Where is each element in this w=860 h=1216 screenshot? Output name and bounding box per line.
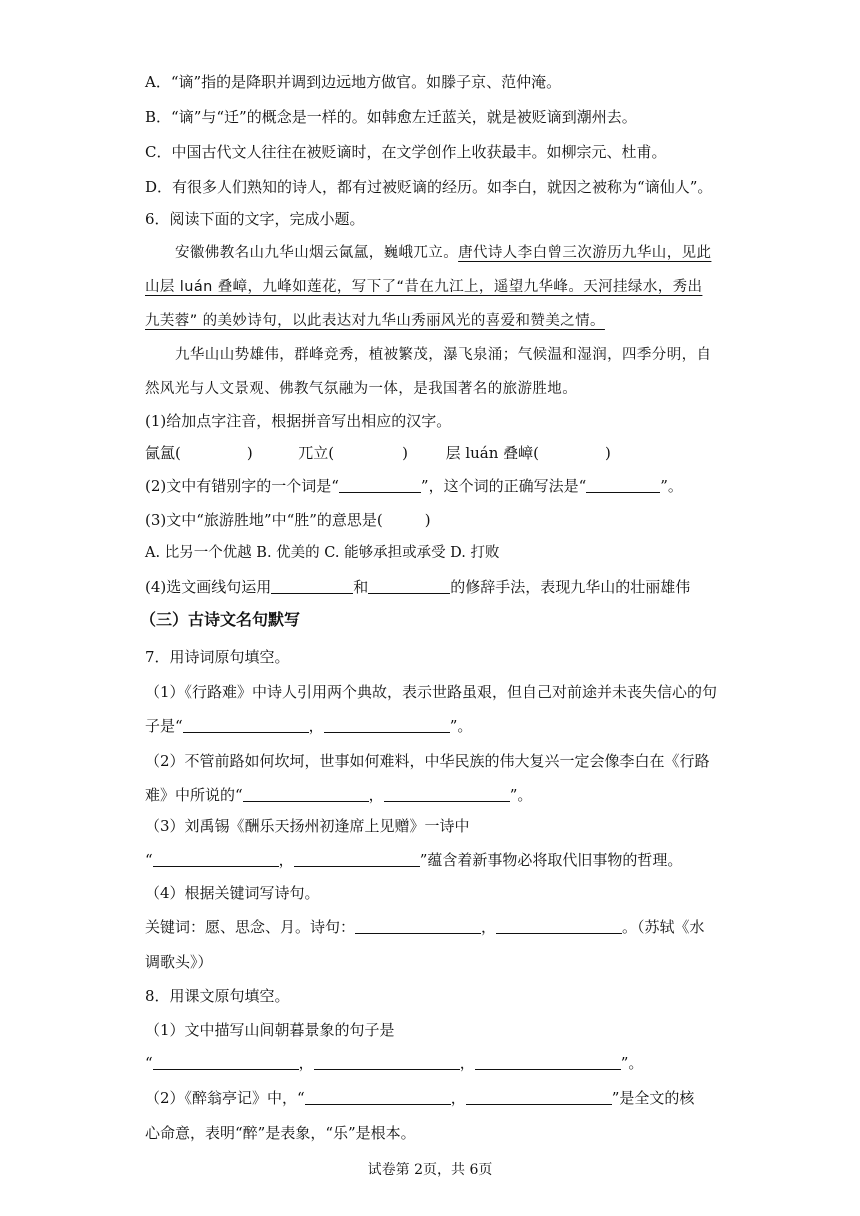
q7-heading: 7．用诗词原句填空。 <box>145 648 290 666</box>
paren-close: ) <box>424 511 431 529</box>
q7-item4-line1: （4）根据关键词写诗句。 <box>145 884 320 902</box>
q6-sub1: (1)给加点字注音，根据拼音写出相应的汉字。 <box>145 412 452 430</box>
section-heading: （三）古诗文名句默写 <box>140 610 301 629</box>
q7-item2-line1: （2）不管前路如何坎坷，世事如何难料，中华民族的伟大复兴一定会像李白在《行路 <box>145 752 710 770</box>
answer-blank[interactable] <box>153 1053 299 1070</box>
underlined-sentence: 山层 luán 叠嶂，九峰如莲花，写下了“昔在九江上，遥望九华峰。天河挂绿水，秀出 <box>145 279 703 295</box>
answer-blank[interactable] <box>294 850 420 867</box>
sub2-text: (2)文中有错别字的一个词是“ <box>145 477 339 495</box>
answer-blank[interactable] <box>243 785 369 802</box>
answer-blank[interactable] <box>475 1053 621 1070</box>
q8-item1-line2 <box>145 1052 725 1074</box>
paren-close: ) <box>605 444 611 462</box>
option-a: A．“谪”指的是降职并调到边远地方做官。如滕子京、范仲淹。 <box>145 73 562 91</box>
q8-text: ， <box>459 1054 475 1072</box>
q7-item2-line2 <box>145 784 725 806</box>
q6-sub2 <box>145 475 725 497</box>
answer-blank[interactable] <box>496 917 622 934</box>
option-b: B．“谪”与“迁”的概念是一样的。如韩愈左迁蓝关，就是被贬谪到潮州去。 <box>145 108 637 126</box>
answer-blank[interactable] <box>183 716 309 733</box>
answer-blank[interactable] <box>466 1088 612 1105</box>
q7-item4-line3: 调歌头》） <box>145 953 213 971</box>
q6-sub3-options: A. 比另一个优越 B. 优美的 C. 能够承担或承受 D. 打败 <box>145 545 500 561</box>
q7-item1-line1: （1）《行路难》中诗人引用两个典故，表示世路虽艰，但自己对前途并未丧失信心的句 <box>145 683 718 701</box>
q6-sub4 <box>145 576 725 598</box>
q8-text: ， <box>298 1054 314 1072</box>
q6-sub1-blanks <box>145 442 725 464</box>
answer-blank[interactable] <box>368 577 450 594</box>
q7-text: ”蕴含着新事物必将取代旧事物的哲理。 <box>419 851 683 869</box>
sub2-text: ”，这个词的正确写法是“ <box>420 477 587 495</box>
answer-blank[interactable] <box>314 1053 460 1070</box>
sub2-text: ”。 <box>660 477 683 495</box>
q6-passage2-line-2: 然风光与人文景观、佛教气氛融为一体，是我国著名的旅游胜地。 <box>145 381 578 397</box>
q7-text: 子是“ <box>145 717 183 735</box>
q6-heading: 6．阅读下面的文字，完成小题。 <box>145 210 365 228</box>
q7-text: ， <box>368 786 384 804</box>
q8-item2-line1 <box>145 1087 725 1109</box>
q7-item4-line2 <box>145 916 725 938</box>
q7-text: ”。 <box>509 786 533 804</box>
q7-text: 难》中所说的“ <box>145 786 243 804</box>
q7-item3-line1: （3）刘禹锡《酬乐天扬州初逢席上见赠》一诗中 <box>145 817 470 835</box>
blank-label: 兀立( <box>298 444 335 462</box>
answer-blank[interactable] <box>153 850 279 867</box>
answer-blank[interactable] <box>384 785 510 802</box>
q6-passage2-line-1: 九华山山势雄伟，群峰竞秀，植被繁茂，瀑飞泉涌；气候温和湿润，四季分明，自 <box>175 347 712 363</box>
q8-item1-line1: （1）文中描写山间朝暮景象的句子是 <box>145 1021 395 1039</box>
q8-text: （2）《醉翁亭记》中，“ <box>145 1089 305 1107</box>
sub4-text: (4)选文画线句运用 <box>145 578 272 596</box>
underlined-sentence: 九芙蓉” 的美妙诗句，以此表达对九华山秀丽风光的喜爱和赞美之情。 <box>145 313 605 329</box>
q7-text: ， <box>481 918 497 936</box>
q6-sub3 <box>145 509 725 531</box>
blank-label: 层 luán 叠嶂( <box>445 444 540 462</box>
q8-item2-line2: 心命意，表明“醉”是表象，“乐”是根本。 <box>145 1124 416 1142</box>
q8-text: ”。 <box>620 1054 644 1072</box>
q8-text: ， <box>450 1089 466 1107</box>
q7-item1-line2 <box>145 715 725 737</box>
option-d: D．有很多人们熟知的诗人，都有过被贬谪的经历。如李白，就因之被称为“谪仙人”。 <box>145 178 713 196</box>
q7-text: ， <box>308 717 324 735</box>
answer-blank[interactable] <box>305 1088 451 1105</box>
sub4-text: 和 <box>353 578 369 596</box>
underlined-sentence: 唐代诗人李白曾三次游历九华山，见此 <box>458 245 712 261</box>
q7-text: ， <box>278 851 294 869</box>
blank-label: 氤氲( <box>145 444 181 462</box>
answer-blank[interactable] <box>586 476 660 493</box>
q7-text: 。（苏轼《水 <box>622 918 705 936</box>
q8-text: ”是全文的核 <box>611 1089 695 1107</box>
q7-item3-line2 <box>145 849 725 871</box>
paren-close: ) <box>246 444 253 462</box>
q7-text: ”。 <box>449 717 473 735</box>
q8-text: “ <box>145 1054 153 1072</box>
q6-passage-line-2 <box>145 276 725 298</box>
sub4-text: 的修辞手法，表现九华山的壮丽雄伟 <box>450 578 691 596</box>
answer-blank[interactable] <box>355 917 481 934</box>
paren-close: ) <box>402 444 408 462</box>
q6-passage-line-1 <box>145 242 725 264</box>
passage-plain-text: 安徽佛教名山九华山烟云氤氲，巍峨兀立。 <box>175 245 459 261</box>
q7-text: 关键词：愿、思念、月。诗句： <box>145 918 356 936</box>
answer-blank[interactable] <box>324 716 450 733</box>
q6-passage-line-3 <box>145 310 725 332</box>
answer-blank[interactable] <box>339 476 421 493</box>
page-footer: 试卷第 2页，共 6页 <box>367 1162 493 1178</box>
option-c: C．中国古代文人往往在被贬谪时，在文学创作上收获最丰。如柳宗元、杜甫。 <box>145 143 667 161</box>
answer-blank[interactable] <box>271 577 353 594</box>
q8-heading: 8．用课文原句填空。 <box>145 987 290 1005</box>
sub3-text: (3)文中“旅游胜地”中“胜”的意思是( <box>145 511 383 529</box>
q7-text: “ <box>145 851 153 869</box>
